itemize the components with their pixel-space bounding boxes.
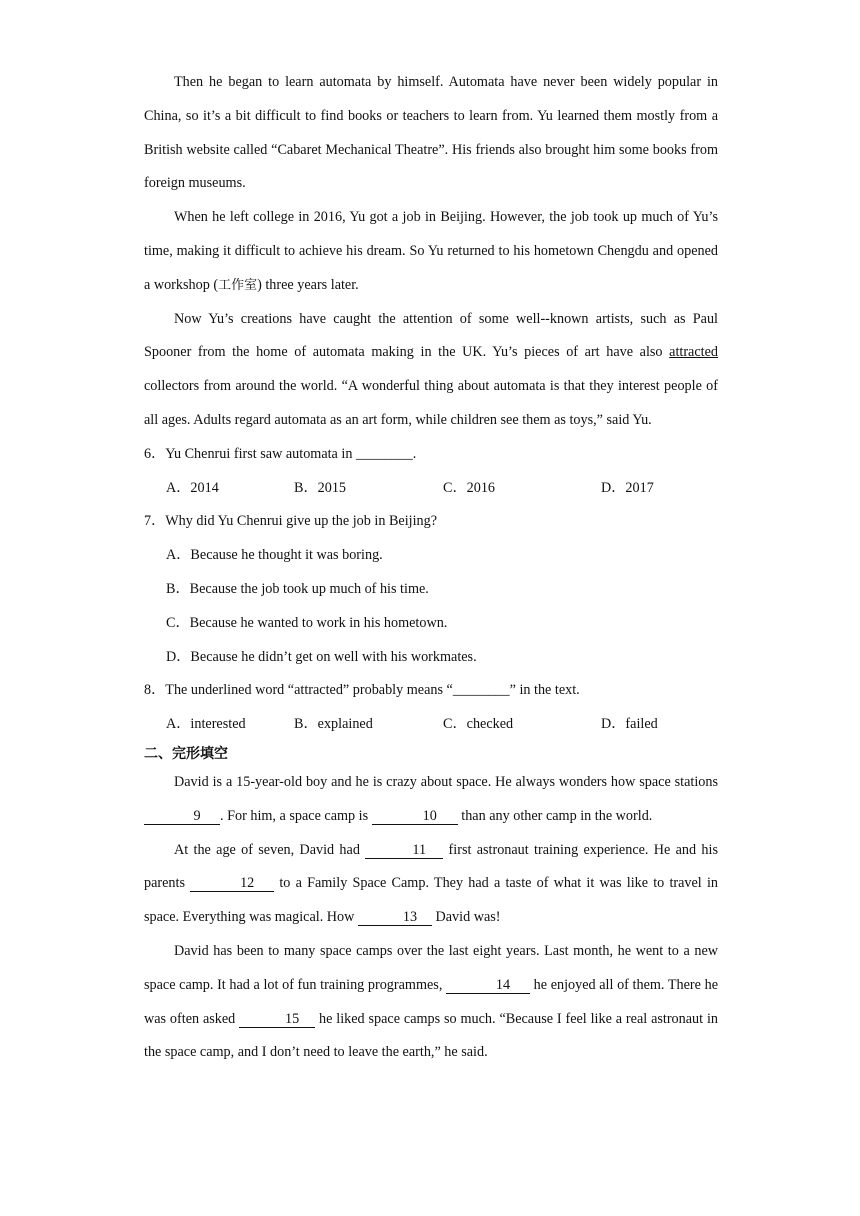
cloze-p2-text-a: At the age of seven, David had <box>174 841 366 858</box>
cloze-p3-text-a: David has been to many space camps over the last eight years. Last month, he went to a new space camp. It had a lot of fun training programmes, <box>144 942 718 993</box>
document-page <box>144 66 718 1070</box>
question-8-option-a: A．interested <box>166 716 246 733</box>
cloze-p1-text-c: than any other camp in the world. <box>457 807 653 824</box>
blank-9: 9 <box>144 808 220 825</box>
underlined-word: attracted <box>669 344 718 361</box>
question-6-stem: 6．Yu Chenrui first saw automata in ________. <box>144 445 417 462</box>
blank-11: 11 <box>365 842 443 859</box>
passage-paragraph-2 <box>144 201 718 302</box>
cloze-paragraph-2 <box>144 834 718 935</box>
passage-paragraph-3 <box>144 303 718 438</box>
question-7-option-c: C．Because he wanted to work in his hometown. <box>166 614 448 631</box>
question-6-options <box>144 472 718 506</box>
passage-p1-text: Then he began to learn automata by himself. Automata have never been widely popular in China, so it’s a bit difficult to find books or teachers to learn from. Yu learned them mostly from a British website called “Cabaret Mechanical Theatre”. His friends also brought him some books from foreign museums. <box>144 74 718 192</box>
question-8-option-b: B．explained <box>294 716 373 733</box>
cloze-paragraph-1 <box>144 766 718 834</box>
blank-14: 14 <box>446 977 530 994</box>
question-7-stem: 7．Why did Yu Chenrui give up the job in Beijing? <box>144 513 438 530</box>
passage-p2-text-a: When he left college in 2016, Yu got a job in Beijing. However, the job took up much of Yu’s time, making it difficult to achieve his dream. So Yu returned to his hometown Chengdu and opened a workshop ( <box>144 209 718 293</box>
question-7-option-b: B．Because the job took up much of his time. <box>166 580 429 597</box>
blank-10: 10 <box>372 808 458 825</box>
cloze-p3-text-c: he liked space camps so much. “Because I feel like a real astronaut in the space camp, and I don’t need to leave the earth,” he said. <box>144 1010 718 1061</box>
blank-12: 12 <box>190 875 274 892</box>
question-8-options <box>144 708 718 742</box>
section-heading-cloze: 二、完形填空 <box>144 745 228 762</box>
question-6-option-d: D．2017 <box>601 479 654 496</box>
passage-p3-text-a: Now Yu’s creations have caught the attention of some well--known artists, such as Paul Spooner from the home of automata making in the UK. Yu’s pieces of art have also <box>144 310 718 361</box>
cloze-p1-text-a: David is a 15-year-old boy and he is crazy about space. He always wonders how space stations <box>174 773 718 790</box>
question-8-option-c: C．checked <box>443 716 514 733</box>
cloze-p3-text-b: he enjoyed all of them. There he was often asked <box>144 976 718 1027</box>
question-6-option-b: B．2015 <box>294 479 347 496</box>
blank-13: 13 <box>358 909 432 926</box>
question-6-option-c: C．2016 <box>443 479 496 496</box>
question-7-option-a: A．Because he thought it was boring. <box>166 547 383 564</box>
blank-15: 15 <box>239 1011 315 1028</box>
question-6-option-a: A．2014 <box>166 479 219 496</box>
passage-paragraph-1 <box>144 66 718 201</box>
question-8-stem: 8．The underlined word “attracted” probably means “________” in the text. <box>144 682 580 699</box>
question-7-option-d: D．Because he didn’t get on well with his workmates. <box>166 648 477 665</box>
passage-p3-text-b: collectors from around the world. “A wonderful thing about automata is that they interest people of all ages. Adults regard automata as an art form, while children see them as toys,” said Yu. <box>144 378 718 428</box>
cloze-p2-text-b: first astronaut training experience. He and his parents <box>144 841 718 892</box>
passage-p2-text-b: ) three years later. <box>257 276 359 293</box>
question-8-option-d: D．failed <box>601 716 658 733</box>
cloze-p2-text-d: David was! <box>431 909 501 926</box>
cloze-paragraph-3 <box>144 935 718 1070</box>
passage-p2-chinese-gloss: 工作室 <box>218 277 258 293</box>
cloze-p1-text-b: . For him, a space camp is <box>220 807 372 824</box>
cloze-p2-text-c: to a Family Space Camp. They had a taste of what it was like to travel in space. Everything was magical. How <box>144 875 718 926</box>
